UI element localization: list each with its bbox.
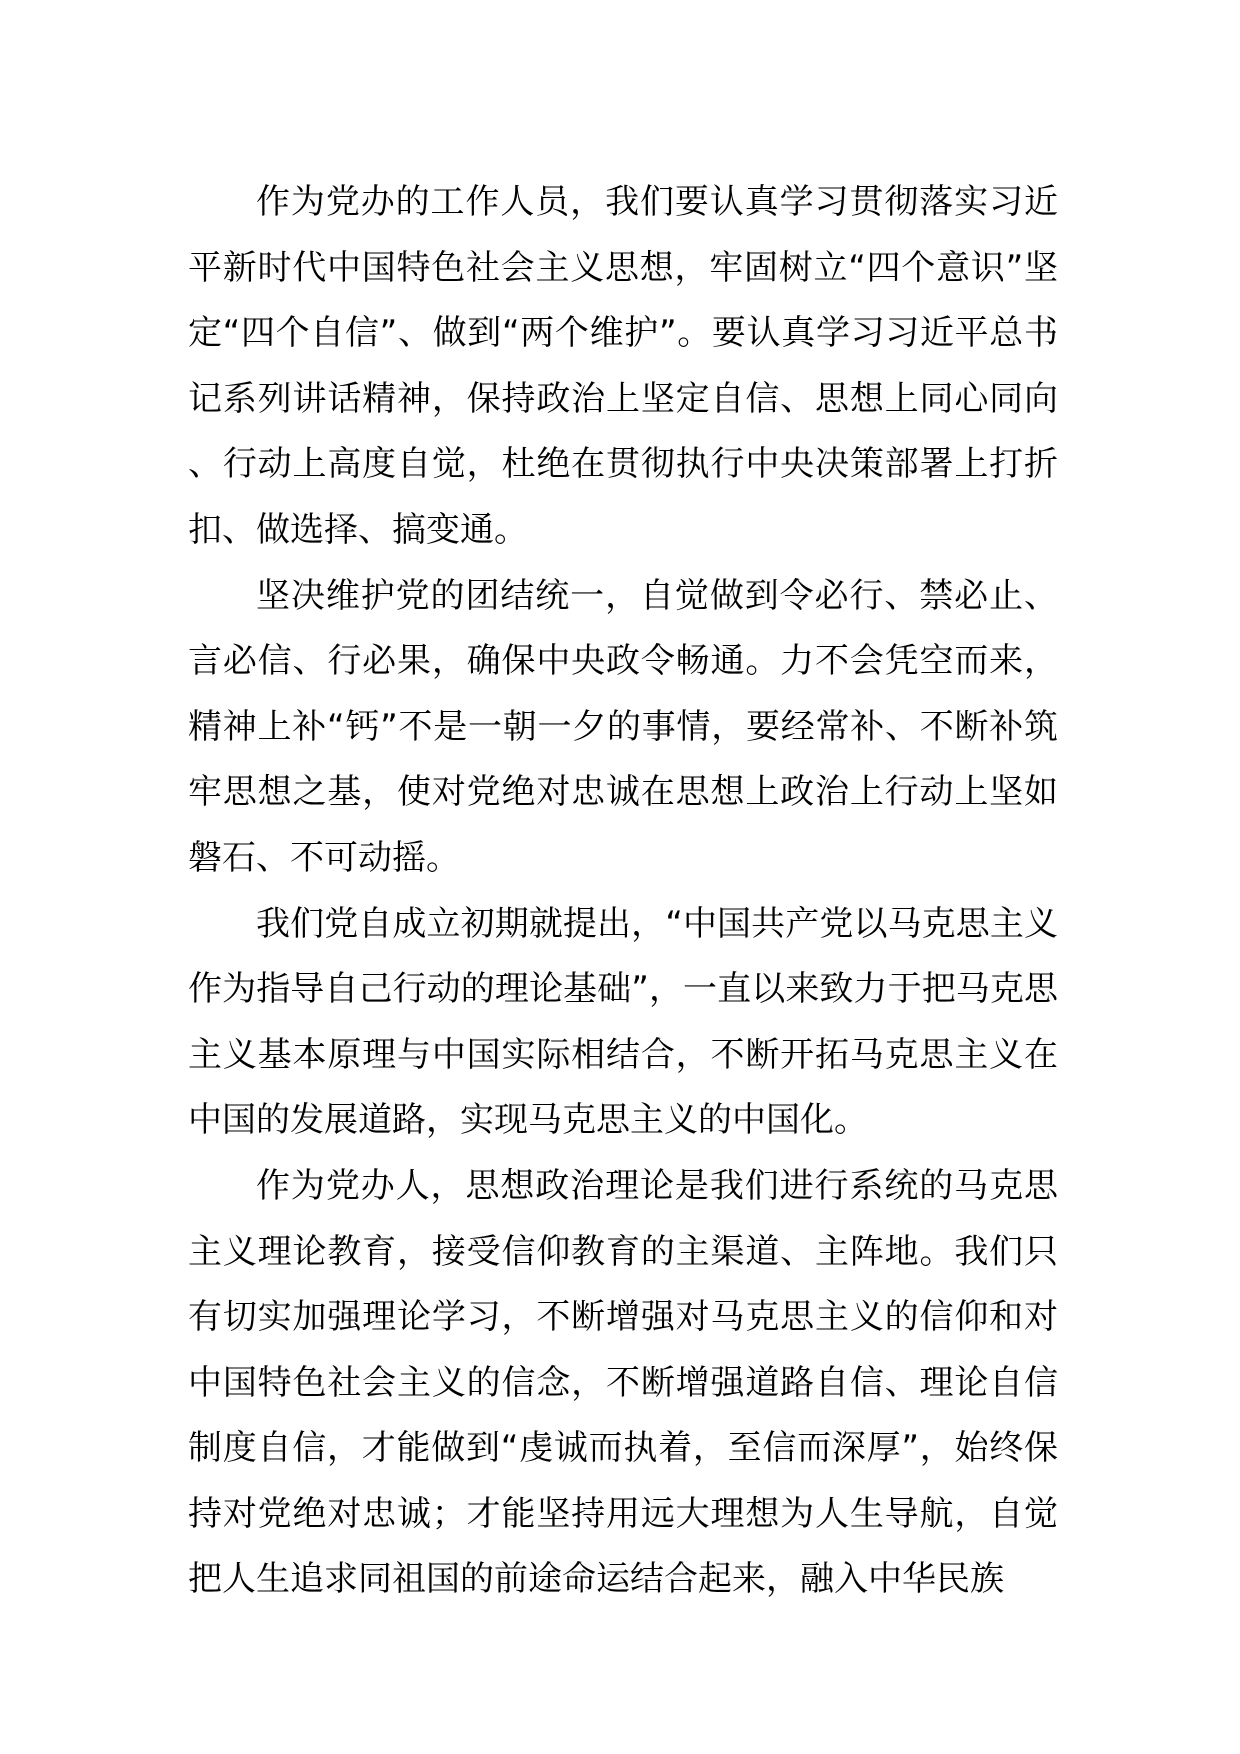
document-body: [188, 170, 1058, 1613]
paragraph-2: 坚决维护党的团结统一，自觉做到令必行、禁必止、言必信、行必果，确保中央政令畅通。力不会凭空而来，精神上补“钙”不是一朝一夕的事情，要经常补、不断补筑牢思想之基，使对党绝对忠诚在思想上政治上行动上坚如磐石、不可动摇。: [188, 575, 1058, 878]
paragraph-4: 作为党办人，思想政治理论是我们进行系统的马克思主义理论教育，接受信仰教育的主渠道、主阵地。我们只有切实加强理论学习，不断增强对马克思主义的信仰和对中国特色社会主义的信念，不断增强道路自信、理论自信制度自信，才能做到“虔诚而执着，至信而深厚”，始终保持对党绝对忠诚；才能坚持用远大理想为人生导航，自觉把人生追求同祖国的前途命运结合起来，融入中华民族: [188, 1165, 1058, 1600]
paragraph-3: 我们党自成立初期就提出，“中国共产党以马克思主义作为指导自己行动的理论基础”，一直以来致力于把马克思主义基本原理与中国实际相结合，不断开拓马克思主义在中国的发展道路，实现马克思主义的中国化。: [188, 903, 1058, 1141]
paragraph-1: 作为党办的工作人员，我们要认真学习贯彻落实习近平新时代中国特色社会主义思想，牢固树立“四个意识”坚定“四个自信”、做到“两个维护”。要认真学习习近平总书记系列讲话精神，保持政治上坚定自信、思想上同心同向、行动上高度自觉，杜绝在贯彻执行中央决策部署上打折扣、做选择、搞变通。: [188, 182, 1058, 550]
